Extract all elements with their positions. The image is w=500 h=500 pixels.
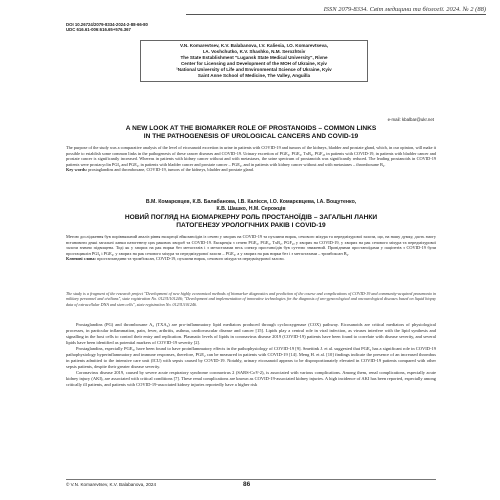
- affiliation-line: ¹National University of Life and Environmental Science of Ukraine, Kyiv: [176, 67, 332, 72]
- keywords: prostaglandins and thromboxane, COVID-19, tumors of the kidneys, bladder and prostate gland.: [88, 167, 254, 172]
- abstract-ua: [66, 234, 436, 262]
- body-paragraph: Prostaglandins (PG) and thromboxane A₂ (TXA₂) are pro-inflammatory lipid mediators produced through cyclooxygenase (COX) pathway. Eicosanoids are critical mediators of physiological processes, in particular inflammation, pain, fever, arthritis, asthma, cardiovascular disease and cancer [15]. Lipids play a central role in viral infection, as viruses interfere with the lipid synthesis and signalling in the host cells to control their entry and replication. Plasmatic levels of lipids in coronavirus disease 2019 (COVID-19) patients have been found to correlate with disease severity, and several lipids have been identified as potential markers of COVID-19 severity [2].: [66, 322, 436, 346]
- affiliation-line: Center for Licensing and Development of the MOH of Ukraine, Kyiv: [180, 61, 327, 66]
- title-line: A NEW LOOK AT THE BIOMARKER ROLE OF PROSTANOIDS – COMMON LINKS: [125, 125, 377, 132]
- footer-divider: [66, 479, 436, 480]
- keywords-label: Ключові слова:: [66, 256, 96, 261]
- affiliation-line: Saint Anne School of Medicine, The Valley, Anguilla: [197, 73, 311, 78]
- body-paragraph: Prostaglandins, especially PGE₂, have been found to have proinflammatory effects in the pathophysiology of COVID-19 [9]. Smeitink J. et al. suggested that PGE₂ has a significant role in COVID-19 pathophysiology hyperinflammatory and immune responses, therefore, PGE₂ can be measured in patients with COVID-19 [14]. Meng H. et al. [10] findings indicate the presence of an increased thrombus in patients admitted to the intensive care unit (ICU) with sepsis caused by COVID-19. Notably, urinary eicosanoid appears to be disproportionately elevated in COVID-19 patients compared with other sepsis patients, despite their greater disease severity.: [66, 346, 436, 370]
- keywords: простагландини та тромбоксан, COVID-19, пухлини нирок, сечового міхура та передміхурової залози.: [97, 256, 285, 261]
- title-line: IN THE PATHOGENESIS OF UROLOGICAL CANCERS AND COVID-19: [143, 133, 359, 140]
- running-head: ISSN 2079-8334. Світ медицини та біології. 2024. № 2 (88): [186, 6, 486, 15]
- study-funding-note: The study is a fragment of the research project "Development of new highly economical methods of biomarker diagnostics and prediction of the course and complications of COVID-19 and community-acquired pneumonia in military personnel and civilians", state registration No. 0123U101246; "Development and implementation of innovative technologies for the diagnosis of uro-gynecological and oncourological diseases based on liquid biopsy data of extracellular DNA and stem cells", state registration No. 0123U101246.: [66, 291, 436, 307]
- affiliation-line: The State Establishment "Lugansk State Medical University", Rivne: [180, 55, 328, 60]
- authors-line: V.N. Komarevtsev, K.V. Balabanova, I.V. Kaliesia, I.O. Komarevtseva,: [179, 43, 328, 48]
- authors-ua-line: К.В. Шашко, Н.М. Серожців: [216, 205, 286, 212]
- article-title-en: [66, 125, 436, 141]
- udc: UDC 616.61-006:616.65+576.367: [66, 27, 131, 33]
- copyright: © V.N. Komarevtsev, K.V. Balabanova, 2024: [66, 482, 157, 487]
- main-body-text: [66, 322, 436, 389]
- authors-ua: [66, 199, 436, 212]
- page-number: 86: [243, 481, 251, 488]
- abstract-en: [66, 145, 436, 173]
- title-line: ПАТОГЕНЕЗУ УРОЛОГІЧНИХ РАКІВ І COVID-19: [176, 222, 326, 229]
- keywords-label: Key words:: [66, 167, 88, 172]
- authors-ua-line: В.М. Комарєвцев, К.В. Балабанова, І.В. Калієся, І.О. Комарєвцева, І.А. Вощутенко,: [145, 199, 357, 205]
- title-line: НОВИЙ ПОГЛЯД НА БІОМАРКЕРНУ РОЛЬ ПРОСТАНОЇДІВ – ЗАГАЛЬНІ ЛАНКИ: [124, 214, 378, 221]
- abstract-text: The purpose of the study was a comparative analysis of the level of eicosanoid excretion in urine in patients with COVID-19 and tumors of the kidneys, bladder and prostate gland, which, in our opinion, will make it possible to establish some common links in the pathogenesis of these cancer diseases and COVID-19. Urinary excretion of PGE₂, PGE₂, TxB₂, PGF₂ₐ in patients with COVID-19, in patients with bladder cancer and prostate cancer is significantly increased. Whereas in patients with kidney cancer without and with metastases, the urine spectrum of prostanoids was significantly reduced. The leading prostanoids in COVID-19 patients were prostacyclin PGI₂ and PGE₂, in patients with bladder cancer and prostate cancer – PGE₂, and in patients with kidney cancer without and with metastases – thromboxane B₂.: [66, 145, 436, 167]
- authors-line: I.A. Voshchutko, K.V. Shashko, N.M. Serozhtsiv: [202, 49, 306, 54]
- corresponding-email[interactable]: e-mail: kbalbar@ukr.net: [387, 117, 434, 122]
- doi[interactable]: DOI 10.26724/2079-8334-2024-2-88-66-80: [66, 22, 148, 27]
- abstract-text: Метою дослідження був порівняльний аналіз рівня екскреції ейкозаноїдів із сечею у хворих на COVID-19 та пухлини нирок, сечового міхура та передміхурової залози, що, на нашу думку, дасть змогу встановити деякі загальні ланки патогенезу цих ракових хвороб та COVID-19. Екскреція з сечею PGE₂, PGE₂, TxB₂, PGF₂ₐ у хворих на COVID-19, у хворих на рак сечового міхура та передміхурової залози значно підвищена. Тоді як у хворих на рак нирки без метастазів і з метастазами весь спектр простаноїдів був суттєво знижений. Провідними простаноїдами у пацієнтів з COVID-19 були простациклін PGI₂ і PGE₂, у хворих на рак сечового міхура та передміхурової залози – PGE₂, а у хворих на рак нирки без і з метастазами – тромбоксан B₂.: [66, 234, 436, 256]
- body-paragraph: Coronavirus disease 2019, caused by severe acute respiratory syndrome coronavirus 2 (SARS-CoV-2), is associated with various complications. Among them, renal complications, especially acute kidney injury (AKI), are associated with critical conditions [7]. These renal complications are known as COVID-19-associated kidney injuries. A high incidence of AKI has been reported, especially among critically ill patients, and patients with COVID-19-associated kidney injuries reportedly have a higher risk: [66, 370, 436, 388]
- article-identifiers: [66, 22, 266, 33]
- article-title-ua: [66, 214, 436, 230]
- authors-affiliation-box: [140, 40, 368, 82]
